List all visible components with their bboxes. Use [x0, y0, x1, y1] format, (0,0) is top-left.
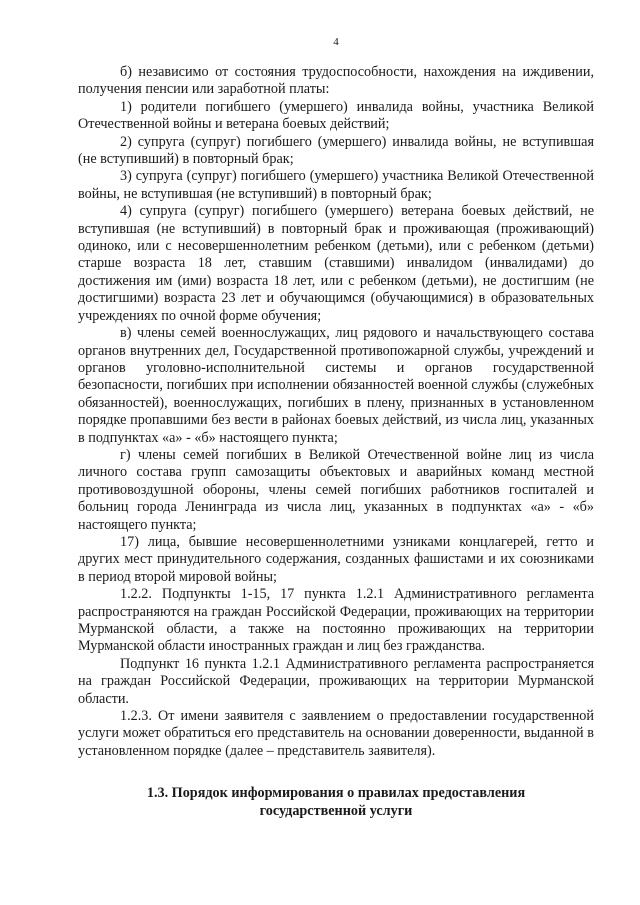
- paragraph-b: б) независимо от состояния трудоспособности, нахождения на иждивении, получения пенсии или заработной платы:: [78, 64, 594, 98]
- paragraph-b-2: 2) супруга (супруг) погибшего (умершего) инвалида войны, не вступившая (не вступивший) в повторный брак;: [78, 133, 594, 168]
- section-heading-line-1: 1.3. Порядок информирования о правилах предоставления: [146, 785, 526, 802]
- paragraph-b-3: 3) супруга (супруг) погибшего (умершего) участника Великой Отечественной войны, не вступившая (не вступивший) в повторный брак;: [78, 168, 594, 202]
- paragraph-1-2-3: 1.2.3. От имени заявителя с заявлением о предоставлении государственной услуги может обратиться его представитель на основании доверенности, выданной в установленном порядке (далее – представитель заявителя).: [78, 708, 594, 759]
- section-heading-1-3: [78, 784, 594, 820]
- section-heading-line-2: государственной услуги: [259, 803, 413, 820]
- paragraph-b-1: 1) родители погибшего (умершего) инвалида войны, участника Великой Отечественной войны и ветерана боевых действий;: [78, 98, 594, 133]
- page-number: 4: [333, 36, 339, 48]
- paragraph-g: г) члены семей погибших в Великой Отечественной войне лиц из числа личного состава групп самозащиты объектовых и аварийных команд местной противовоздушной обороны, члены семей погибших работников госпиталей и больниц города Ленинграда из числа лиц, указанных в подпунктах «а» - «б» настоящего пункта;: [78, 446, 594, 533]
- paragraph-1-2-2: 1.2.2. Подпункты 1-15, 17 пункта 1.2.1 Административного регламента распространяются на граждан Российской Федерации, проживающих на территории Мурманской области, а также на постоянно проживающих на территории Мурманской области иностранных граждан и лиц без гражданства.: [78, 586, 594, 655]
- paragraph-subpoint-16: Подпункт 16 пункта 1.2.1 Административного регламента распространяется на граждан Российской Федерации, проживающих на территории Мурманской области.: [78, 655, 594, 707]
- paragraph-17: 17) лица, бывшие несовершеннолетними узниками концлагерей, гетто и других мест принудительного содержания, созданных фашистами и их союзниками в период второй мировой войны;: [78, 533, 594, 585]
- paragraph-b-4: 4) супруга (супруг) погибшего (умершего) ветерана боевых действий, не вступившая (не вступивший) в повторный брак и проживающая (проживающий) одиноко, или с несовершеннолетним ребенком (детьми), или с ребенком (детьми) старше возраста 18 лет, ставшим (ставшими) инвалидом (инвалидами) до достижения им (ими) возраста 18 лет, или с ребенком (детьми), не достигшим (не достигшими) возраста 23 лет и обучающимся (обучающимися) в образовательных учреждениях по очной форме обучения;: [78, 203, 594, 324]
- paragraph-v: в) члены семей военнослужащих, лиц рядового и начальствующего состава органов внутренних дел, Государственной противопожарной службы, учреждений и органов уголовно-исполнительной системы и органов государственной безопасности, погибших при исполнении обязанностей военной службы (служебных обязанностей), военнослужащих, погибших в плену, признанных в установленном порядке пропавшими без вести в районах боевых действий, из числа лиц, указанных в подпунктах «а» - «б» настоящего пункта;: [78, 325, 594, 446]
